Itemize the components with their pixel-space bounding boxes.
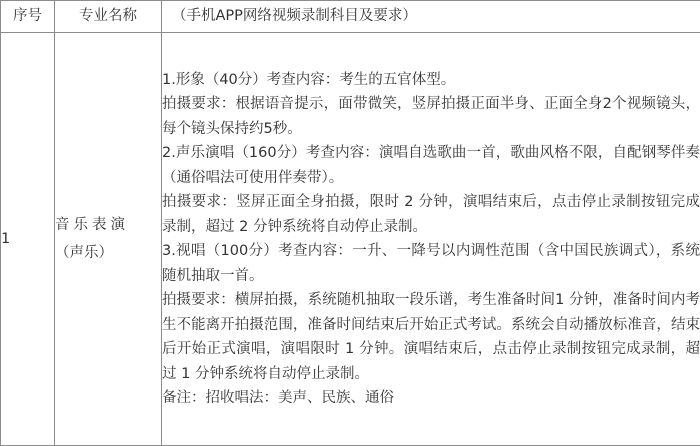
requirement-item-singing-filming: 拍摄要求：竖屏正面全身拍摄，限时 2 分钟，演唱结束后，点击停止录制按钮完成录制，超过 2 分钟系统将自动停止录制。 [162,190,700,239]
requirements-cell [162,33,700,446]
major-subtitle: （声乐） [55,239,161,267]
requirement-note: 备注：招收唱法：美声、民族、通俗 [162,386,700,411]
header-major: 专业名称 [55,1,162,33]
requirement-item-image: 1.形象（40分）考查内容：考生的五官体型。 [162,68,700,93]
requirement-item-singing: 2.声乐演唱（160分）考查内容：演唱自选歌曲一首，歌曲风格不限，自配钢琴伴奏（通俗唱法可使用伴奏带）。 [162,141,700,190]
requirement-item-sight-singing-filming: 拍摄要求：横屏拍摄，系统随机抽取一段乐谱，考生准备时间1 分钟，准备时间内考生不能离开拍摄范围，准备时间结束后开始正式考试。系统会自动播放标准音，结束后开始正式演唱，演唱限时 1 分钟。演唱结束后，点击停止录制按钮完成录制，超过 1 分钟系统将自动停止录制。 [162,288,700,386]
major-name: 音乐表演 [55,211,161,239]
requirement-item-image-filming: 拍摄要求：根据语音提示，面带微笑，竖屏拍摄正面半身、正面全身2个视频镜头，每个镜头保持约5秒。 [162,92,700,141]
header-requirements: （手机APP网络视频录制科目及要求） [162,1,700,33]
table-row [1,33,700,446]
table-header-row [1,1,700,33]
major-name-cell [55,33,162,446]
requirement-item-sight-singing: 3.视唱（100分）考查内容：一升、一降号以内调性范围（含中国民族调式），系统随机抽取一首。 [162,239,700,288]
header-no: 序号 [1,1,55,33]
row-number: 1 [1,33,55,446]
